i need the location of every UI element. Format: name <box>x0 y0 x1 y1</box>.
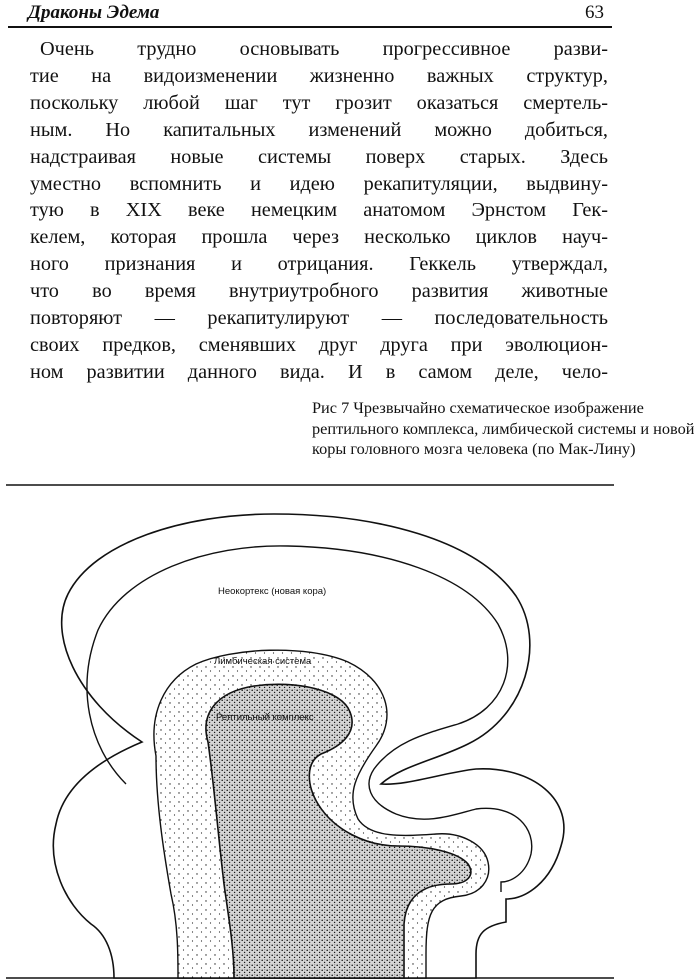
figure-caption <box>312 398 694 460</box>
body-line: ным. Но капитальных изменений можно добиться, <box>30 118 608 141</box>
body-line: тую в XIX веке немецким анатомом Эрнстом Гек- <box>30 199 608 222</box>
caption-line: коры головного мозга человека (по Мак-Лину) <box>312 439 636 458</box>
body-line: уместно вспомнить и идею рекапитуляции, выдвину- <box>30 172 608 195</box>
caption-line: Рис 7 Чрезвычайно схематическое изображение <box>312 398 644 417</box>
body-line: келем, которая прошла через несколько циклов науч- <box>30 226 608 249</box>
body-line: что во время внутриутробного развития животные <box>30 280 608 303</box>
limbic-system-label: Лимбическая система <box>214 656 312 667</box>
caption-line: рептильного комплекса, лимбической системы и новой <box>312 418 694 438</box>
body-line: поскольку любой шаг тут грозит оказаться смертель- <box>30 91 608 114</box>
body-line: повторяют — рекапитулируют — последовательность <box>30 307 608 330</box>
running-header <box>8 0 612 28</box>
body-line: ном развитии данного вида. И в самом деле, чело- <box>30 360 608 383</box>
body-line: надстраивая новые системы поверх старых. Здесь <box>30 145 608 168</box>
brain-diagram <box>6 484 614 980</box>
reptilian-complex-label: Рептильный комплекс <box>216 712 314 723</box>
running-title: Драконы Эдема <box>28 2 160 23</box>
body-line: тие на видоизменении жизненно важных структур, <box>30 64 608 87</box>
page-number: 63 <box>585 2 604 23</box>
body-line: своих предков, сменявших друг друга при эволюцион- <box>30 333 608 356</box>
body-line: Очень трудно основывать прогрессивное разви- <box>40 38 608 60</box>
body-line: ного признания и отрицания. Геккель утверждал, <box>30 253 608 276</box>
brain-figure <box>6 484 614 980</box>
body-paragraph <box>30 36 608 386</box>
neocortex-label: Неокортекс (новая кора) <box>218 586 327 597</box>
